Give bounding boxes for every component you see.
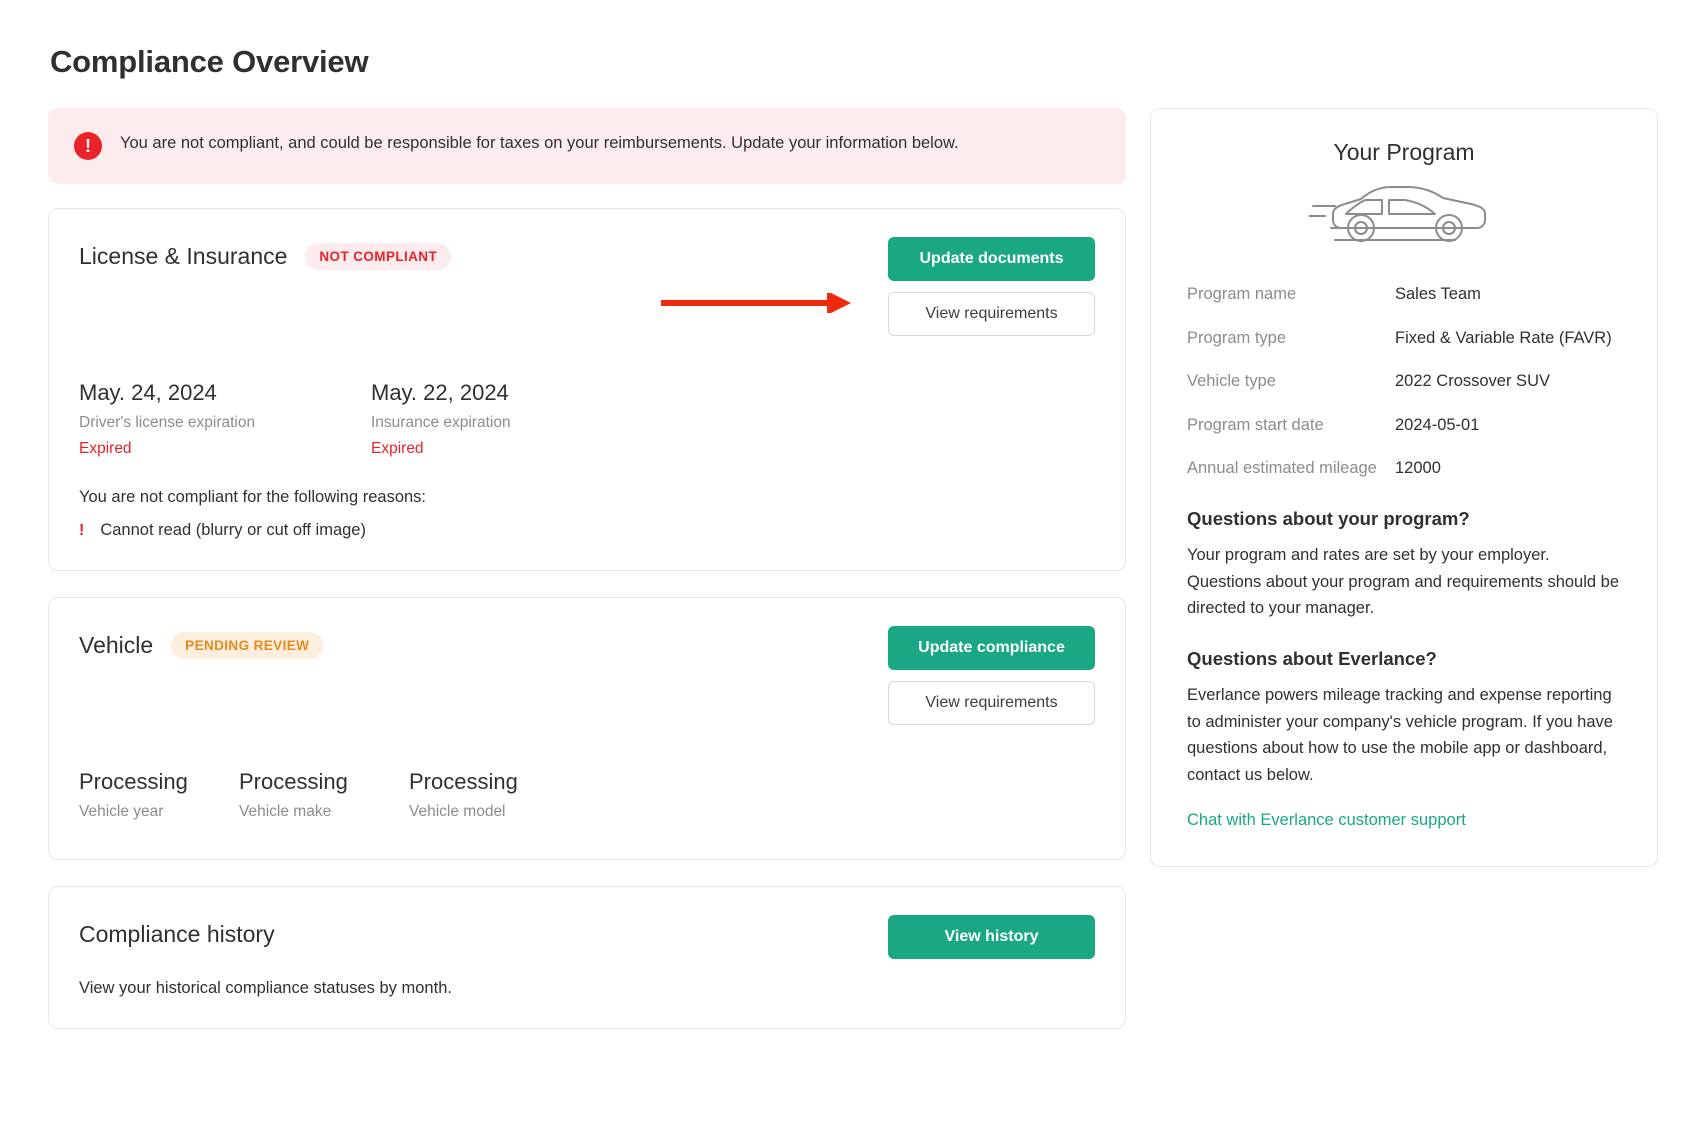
license-expiration-status: Expired [79,440,132,457]
vehicle-fields [79,769,1095,829]
reasons-title: You are not compliant for the following reasons: [79,488,427,506]
vehicle-model-label: Vehicle model [409,803,506,820]
license-insurance-card [48,208,1126,571]
vehicle-type-key: Vehicle type [1187,372,1276,391]
vehicle-model-value: Processing [409,769,518,794]
page-title: Compliance Overview [50,44,369,79]
insurance-expiration-status: Expired [371,440,424,457]
program-row-start-date [1187,413,1621,439]
vehicle-field-make [239,769,409,829]
vehicle-card-title-group [79,626,323,659]
your-program-card [1150,108,1658,867]
history-card-title: Compliance history [79,921,275,947]
vehicle-view-requirements-button[interactable]: View requirements [888,681,1095,725]
history-card-actions [888,915,1095,959]
compliance-history-card [48,886,1126,1029]
customer-support-link[interactable]: Chat with Everlance customer support [1187,810,1466,829]
license-card-actions [888,237,1095,336]
alert-message: You are not compliant, and could be responsible for taxes on your reimbursements. Update your information below. [120,134,959,152]
car-illustration [1187,176,1621,256]
vehicle-card-actions [888,626,1095,725]
vehicle-make-label: Vehicle make [239,803,332,820]
program-type-value: Fixed & Variable Rate (FAVR) [1395,328,1612,347]
vehicle-card-title: Vehicle [79,632,154,658]
program-row-type [1187,326,1621,352]
license-view-requirements-button[interactable]: View requirements [888,292,1095,336]
license-expiration-value: May. 24, 2024 [79,380,217,405]
program-row-name [1187,282,1621,308]
main-column [48,108,1126,1055]
license-expiration-label: Driver's license expiration [79,414,256,431]
questions-program-heading: Questions about your program? [1187,507,1470,529]
page-layout [48,108,1658,1055]
questions-everlance-heading: Questions about Everlance? [1187,647,1437,669]
update-compliance-button[interactable]: Update compliance [888,626,1095,670]
vehicle-year-value: Processing [79,769,188,794]
program-name-value: Sales Team [1395,285,1481,303]
license-card-title: License & Insurance [79,243,288,269]
your-program-title: Your Program [1333,139,1475,165]
alert-exclamation-icon: ! [74,132,102,160]
view-history-button[interactable]: View history [888,915,1095,959]
vehicle-card-header [79,626,1095,725]
history-card-header [79,915,1095,959]
sidebar-column [1150,108,1658,867]
annual-mileage-key: Annual estimated mileage [1187,459,1377,478]
vehicle-card [48,597,1126,860]
license-fields [79,380,1095,458]
reason-text: Cannot read (blurry or cut off image) [100,521,366,539]
reason-item [79,521,1095,540]
program-row-mileage [1187,456,1621,482]
license-card-header [79,237,1095,336]
license-field-driver-license [79,380,335,458]
reason-exclamation-icon: ! [79,522,85,539]
vehicle-field-year [79,769,239,829]
non-compliance-alert [48,108,1126,184]
questions-program-body: Your program and rates are set by your employer. Questions about your program and requirements should be directed to your manager. [1187,545,1620,618]
license-status-badge: NOT COMPLIANT [305,243,451,270]
program-start-date-key: Program start date [1187,415,1324,434]
vehicle-field-model [409,769,518,829]
vehicle-year-label: Vehicle year [79,803,164,820]
program-row-vehicle-type [1187,369,1621,395]
program-type-key: Program type [1187,328,1287,347]
history-description: View your historical compliance statuses by month. [79,979,452,997]
questions-everlance-body: Everlance powers mileage tracking and expense reporting to administer your company's vehicle program. If you have questions about how to use the mobile app or dashboard, contact us below. [1187,685,1613,785]
vehicle-type-value: 2022 Crossover SUV [1395,372,1550,391]
update-documents-button[interactable]: Update documents [888,237,1095,281]
license-card-title-group [79,237,451,270]
program-name-key: Program name [1187,285,1297,303]
insurance-expiration-value: May. 22, 2024 [371,380,509,405]
license-field-insurance [371,380,511,458]
history-card-title-group [79,915,275,948]
vehicle-make-value: Processing [239,769,348,794]
annual-mileage-value: 12000 [1395,459,1441,478]
insurance-expiration-label: Insurance expiration [371,414,511,431]
vehicle-status-badge: PENDING REVIEW [171,632,323,659]
program-start-date-value: 2024-05-01 [1395,415,1480,434]
